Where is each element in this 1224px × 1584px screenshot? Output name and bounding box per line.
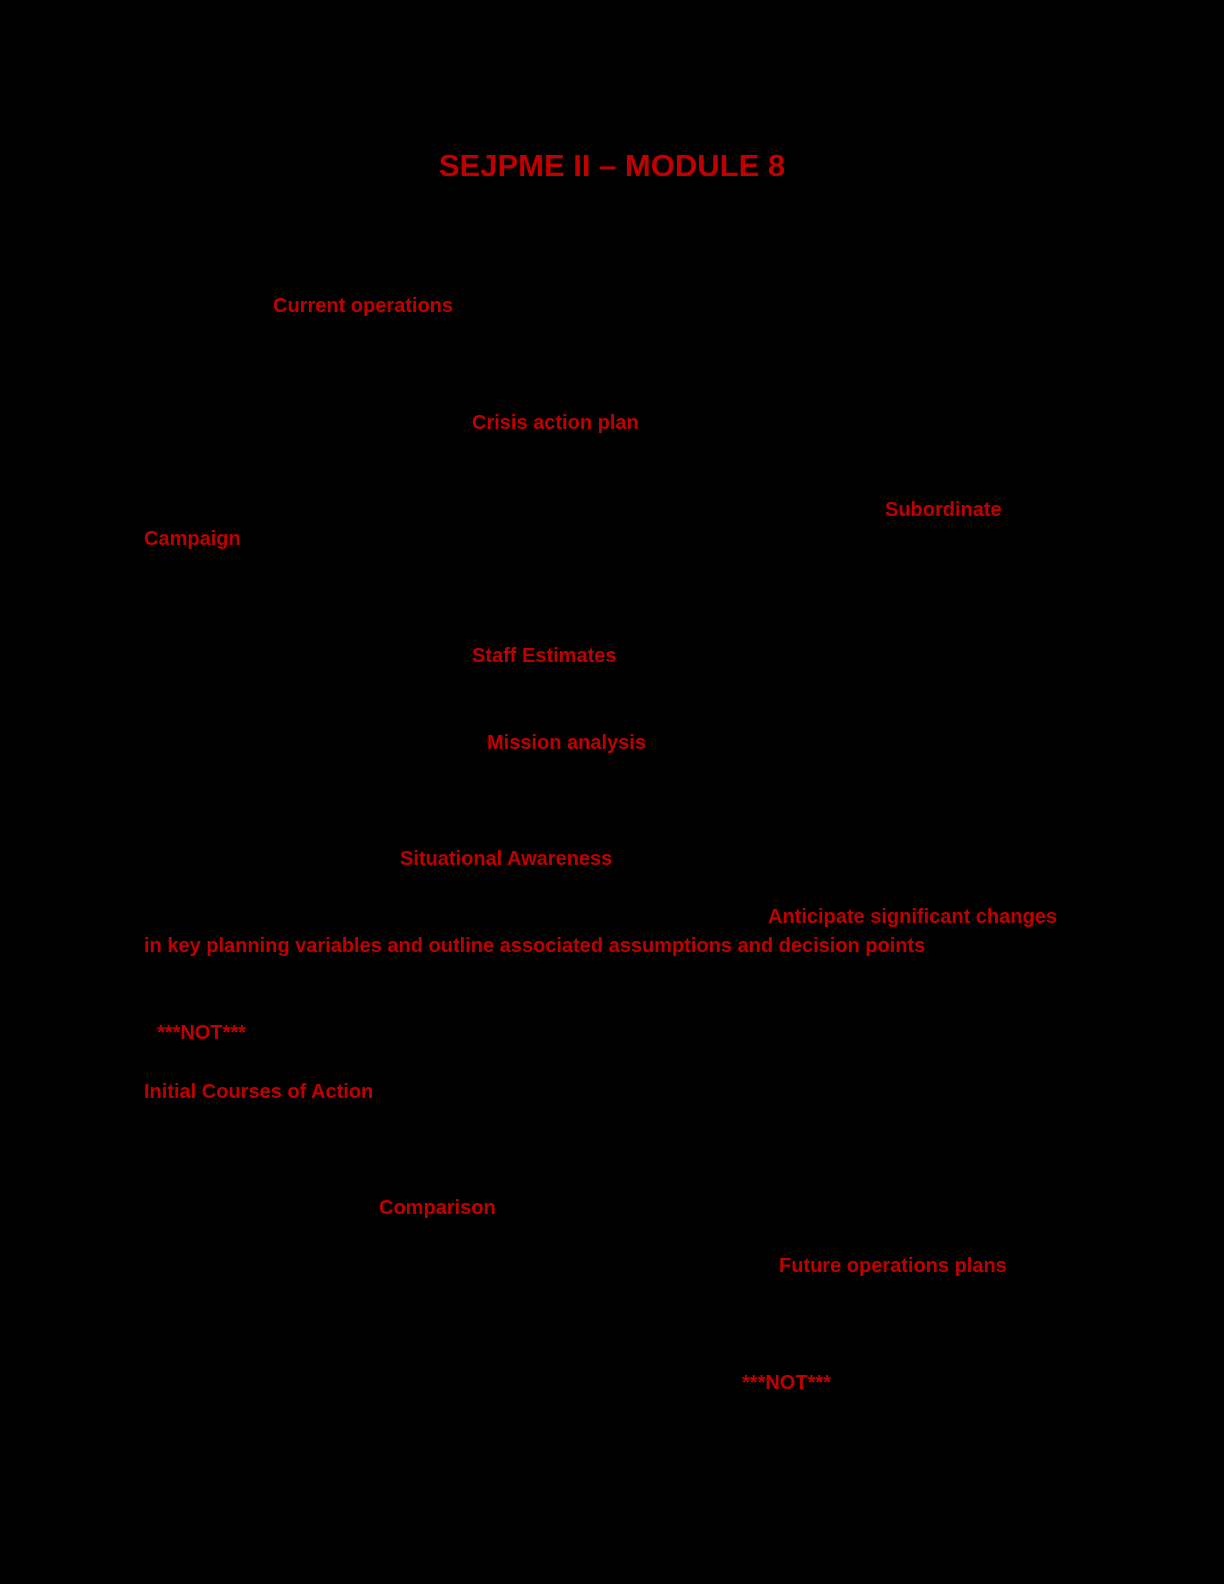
answer-crisis-action-plan: Crisis action plan: [472, 412, 639, 434]
answer-not-marker: ***NOT***: [157, 1022, 246, 1044]
answer-key-planning-variables: in key planning variables and outline associated assumptions and decision points: [144, 935, 926, 957]
answer-subordinate: Subordinate: [885, 499, 1002, 521]
answer-anticipate-changes: Anticipate significant changes: [768, 906, 1057, 928]
answer-campaign: Campaign: [144, 528, 241, 550]
page-title: SEJPME II – MODULE 8: [438, 148, 786, 183]
answer-staff-estimates: Staff Estimates: [472, 645, 617, 667]
answer-current-operations: Current operations: [273, 295, 454, 317]
answer-not-marker: ***NOT***: [742, 1372, 831, 1394]
answer-mission-analysis: Mission analysis: [487, 732, 646, 754]
answer-comparison: Comparison: [379, 1197, 496, 1219]
answer-situational-awareness: Situational Awareness: [400, 848, 613, 870]
answer-future-operations-plans: Future operations plans: [779, 1255, 1007, 1277]
answer-initial-courses-of-action: Initial Courses of Action: [144, 1081, 374, 1103]
